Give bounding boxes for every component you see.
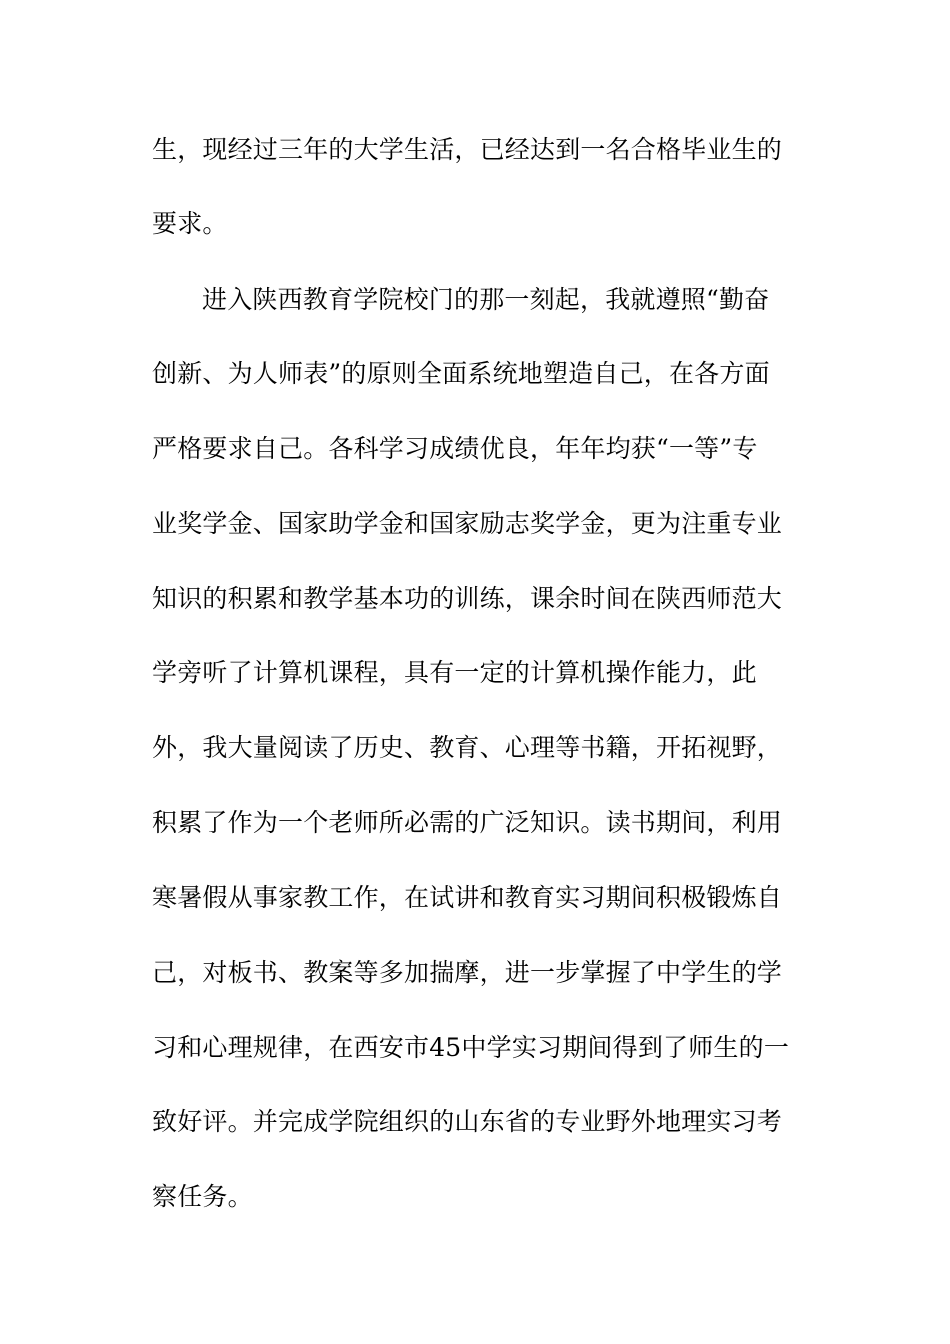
paragraph-line: 业奖学金、国家助学金和国家励志奖学金，更为注重专业 xyxy=(152,509,783,538)
paragraph-line: 创新、为人师表”的原则全面系统地塑造自己，在各方面 xyxy=(152,359,770,388)
paragraph-line: 寒暑假从事家教工作，在试讲和教育实习期间积极锻炼自 xyxy=(152,883,783,912)
paragraph-line: 生，现经过三年的大学生活，已经达到一名合格毕业生的 xyxy=(152,135,783,164)
paragraph-line: 知识的积累和教学基本功的训练，课余时间在陕西师范大 xyxy=(152,584,783,613)
paragraph-line: 积累了作为一个老师所必需的广泛知识。读书期间，利用 xyxy=(152,808,783,837)
paragraph-line: 严格要求自己。各科学习成绩优良，年年均获“一等”专 xyxy=(152,434,758,463)
paragraph-line: 察任务。 xyxy=(152,1182,253,1211)
paragraph-line: 己，对板书、教案等多加揣摩，进一步掌握了中学生的学 xyxy=(152,958,783,987)
paragraph-line: 致好评。并完成学院组织的山东省的专业野外地理实习考 xyxy=(152,1107,783,1136)
paragraph-first-line: 进入陕西教育学院校门的那一刻起，我就遵照“勤奋 xyxy=(202,285,770,314)
paragraph-line: 要求。 xyxy=(152,209,228,238)
paragraph-line: 习和心理规律，在西安市45中学实习期间得到了师生的一 xyxy=(152,1033,790,1062)
paragraph-line: 学旁听了计算机课程，具有一定的计算机操作能力，此 xyxy=(152,658,757,687)
paragraph-line: 外，我大量阅读了历史、教育、心理等书籍，开拓视野， xyxy=(152,733,783,762)
